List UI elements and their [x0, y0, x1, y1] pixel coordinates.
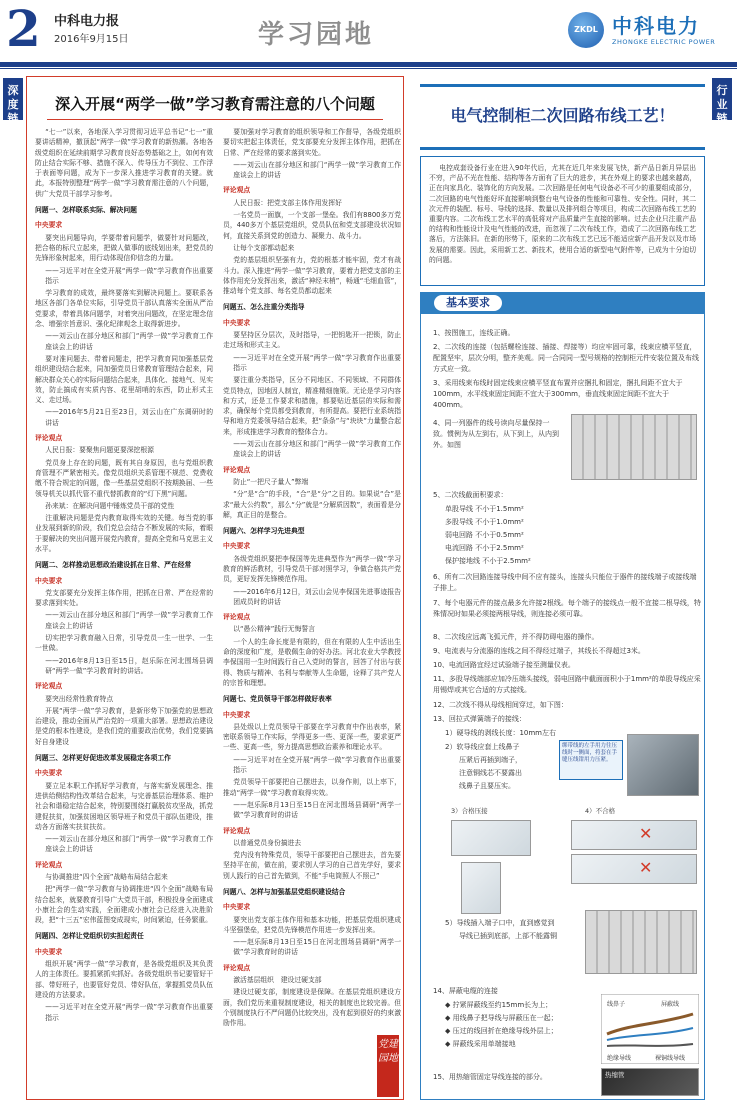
- question-heading: 问题六、怎样学习先进典型: [223, 527, 305, 536]
- article-column-b: [223, 127, 401, 1031]
- source-citation: ——刘云山在部分地区和部门“两学一做”学习教育工作座谈会上的讲话: [233, 440, 401, 459]
- spring-terminal-step: 线鼻子且要压实。: [445, 782, 515, 790]
- article-paragraph: 激活基层组织 建设过硬支部: [233, 976, 322, 985]
- right-article-header: [420, 84, 705, 150]
- article-paragraph: 注重解决问题是党内教育取得实效的关键。每当党的事业发展到新的阶段，我们党总会结合不断发展的实际，着眼于要解决的突出问题开展党内教育，提高全党和马克思主义水平。: [35, 514, 213, 553]
- shield-cable-diagram: [601, 994, 699, 1064]
- side-tab-depth-link: 深度链接: [3, 78, 23, 120]
- article-paragraph: 要坚持区分层次，及时指导，一把钥匙开一把锁，防止走过场和形式主义。: [223, 331, 401, 350]
- requirement-item: 15、用热缩管固定导线连接的部分。: [433, 1073, 547, 1081]
- article-paragraph: 孙来斌：在解决问题中锤炼党员干部的党性: [45, 501, 175, 510]
- article-paragraph: 以普通党员身份搞进去: [233, 838, 302, 847]
- crimping-tool-photo: [627, 734, 699, 796]
- requirement-item: 8、二次线应远离飞弧元件，并不得防碍电器的操作。: [433, 633, 599, 641]
- column-name: 学习园地: [258, 20, 375, 50]
- source-citation: ——刘云山在部分地区和部门“两学一做”学习教育工作座谈会上的讲话: [233, 160, 401, 180]
- section-label: 评论观点: [223, 465, 251, 474]
- article-paragraph: 县处级以上党员领导干部要在学习教育中作出表率，紧密联系领导工作实际，学得更多一些、更深一些，要求更严一些、更高一些，努力提高思想政治素养和理论水平。: [223, 722, 401, 752]
- shield-step: ◆ 压过的线回折在绝缘导线外层上；: [445, 1027, 558, 1035]
- spring-terminal-step: 压紧后再插到端子，: [445, 756, 522, 764]
- question-heading: 问题四、怎样让党组织切实担起责任: [35, 932, 144, 941]
- article-paragraph: 要立足本职工作抓好学习教育，与落实新发展理念、推进供给侧结构性改革结合起来，与完善基层治理体系、维护社会和谐稳定结合起来，特别要围绕打赢脱贫攻坚战，抓党建促扶贫，加强贫困地区领导班子和党员干部队伍建设，推动各方面落实扶贫扶贫。: [35, 781, 213, 831]
- requirement-item: 3、采用线束布线时固定线束应横平竖直布置并应捆扎和固定，捆扎间距不宜大于100mm，水平线束固定间距不宜大于300mm，垂直线束固定间距不宜大于400mm。: [433, 379, 683, 409]
- section-label: 中央要求: [223, 542, 251, 551]
- source-citation: ——2016年5月21日至23日，刘云山在广东调研时的讲话: [45, 408, 213, 427]
- masthead-rule: [0, 62, 737, 67]
- source-citation: ——习近平对在全党开展“两学一做”学习教育作出重要指示: [45, 266, 213, 285]
- article-paragraph: 学习教育的成效，最终要落实到解决问题上。要联系各地区各部门各单位实际，引导党员干部认真落实全面从严治党要求，带着具体问题学，对着突出问题改，在坚定理念信念、增强宗旨意识、强化纪律观念上取得新进步。: [35, 289, 213, 329]
- requirement-item: 2、二次线的连接（包括螺栓连接、插接、焊接等）均应牢固可靠，线束应横平竖直，配置坚牢，层次分明，整齐美观。同一合同同一型号规格的控制柜元件安装位置及布线方式应一致。: [433, 343, 699, 373]
- article-paragraph: 与协调推进“四个全面”战略布局结合起来: [45, 873, 168, 881]
- unqualified-crimp-photo-2: [571, 854, 697, 884]
- source-citation: ——2016年6月12日，刘云山会见李保国先进事迹报告团成员时的讲话: [233, 587, 401, 606]
- section-label: 中央要求: [223, 903, 251, 912]
- masthead: [0, 0, 737, 62]
- source-citation: ——刘云山在部分地区和部门“两学一做”学习教育工作座谈会上的讲话: [45, 835, 213, 854]
- question-heading: 问题一、怎样联系实际、解决问题: [35, 206, 137, 215]
- requirement-item: 12、二次线不得从母线相间穿过，如下图：: [433, 701, 568, 709]
- section-label: 评论观点: [223, 613, 251, 622]
- cross-section-spec: 多股导线 不小于1.0mm²: [445, 518, 524, 526]
- company-logo-icon: ZKDL: [568, 12, 604, 48]
- article-column-a: [35, 127, 213, 1025]
- brand-logo-block: [568, 10, 728, 54]
- issue-date: 2016年9月15日: [54, 34, 129, 45]
- article-paragraph: 党员身上存在的问题，既有其自身原因，也与党组织教育管理不严紧密相关。像党员组织关系管理不规范、党费收缴不符合规定的问题，像一些基层党组织不按期换届、一些领导机关以抓代管不重代替抓教育的“灯下黑”问题。: [35, 458, 213, 498]
- unqualified-label: 4）不合格: [585, 807, 616, 815]
- source-citation: ——刘云山在部分地区和部门“两学一做”学习教育工作座谈会上的讲话: [45, 332, 213, 351]
- paper-name: 中科电力报: [54, 14, 120, 29]
- left-article: [26, 76, 404, 1100]
- article-paragraph: “分”是“合”的手段，“合”是“分”之目的。如果说“合”是求“最大公约数”，那么“分”就是“分解质因数”，表面看是分解，真正目的是整合。: [223, 490, 401, 519]
- cross-section-spec: 单股导线 不小于1.5mm²: [445, 505, 524, 513]
- article-paragraph: 建设过硬支部，制度建设是保障。在基层党组织建设方面，我们党历来重视制度建设，相关的制度也比较完善。但个别制度执行不严问题仍比较突出，没有起到很好的约束激励作用。: [223, 988, 401, 1028]
- masthead-rule-thin: [0, 68, 737, 69]
- title-divider: [47, 119, 383, 120]
- unqualified-crimp-photo: [571, 820, 697, 850]
- article-paragraph: 把“两学一做”学习教育与协调推进“四个全面”战略布局结合起来，就要教育引导广大党员干部，积极投身全面建成小康社会的生动实践，全面建成小康社会已经进入决胜阶段，把“十三五”宏伟蓝图变成现实，时间紧迫，任务繁重。: [35, 885, 213, 925]
- section-label: 评论观点: [35, 434, 63, 443]
- source-citation: ——刘云山在部分地区和部门“两学一做”学习教育工作座谈会上的讲话: [45, 611, 213, 630]
- party-building-stamp: 党建园地: [377, 1035, 399, 1097]
- article-paragraph: 各级党组织要把李保国等先进典型作为“两学一做”学习教育的鲜活教材，引导党员干部对照学习，争做合格共产党员，更好发挥先锋模范作用。: [223, 554, 401, 584]
- requirements-header: [420, 292, 705, 314]
- qualified-crimp-photo: [451, 820, 531, 856]
- article-paragraph: 开展“两学一做”学习教育，是新形势下加强党的思想政治建设，推动全面从严治党的一项重大部署。思想政治建设是党的根本性建设，是我们党的重要政治优势，我们党要搞好自身建设: [35, 706, 213, 746]
- right-article-intro: 电控成套设备行业在进入90年代后，尤其在近几年来发展飞快，新产品日新月异层出不穷，产品不光在性能、结构等各方面有了巨大的进步，其在外观上的要求也越来越高，正在向家具化、装饰化的方向发展。二次回路是任何电气设备必不可少的重要组成部分，二次回路的电气性能好坏直接影响到整台电气设备的性能和可靠性、安全性。同时，其二次元件的装配、标号、导线的选择、数量以及排列组合等项目，构成二次回路布线工艺的重要内容。二次布线工艺水平的高低将对产品质量产生直接的影响。过去企业只注重产品的结构和性能设计及电气性能的改进，而忽视了二次布线工作，造成了二次回路布线工艺落后，方法陈旧。在新的形势下，原来的二次布线工艺已远不能适应新产品开发以及市场发展的需要。因此，采用新工艺、新技术，使用合适的新型电气附件等，已成为十分迫切的问题。: [420, 156, 705, 286]
- spring-terminal-photo: [585, 910, 697, 974]
- spring-terminal-step: 5）导线插入端子口中，直到感觉到: [445, 919, 555, 927]
- article-paragraph: 防止“一把尺子量人”弊端: [233, 477, 309, 486]
- article-paragraph: 人民日报：把党支部主体作用发挥好: [233, 198, 342, 207]
- requirement-item: 4、同一列器件的线号读向尽量保持一致。惯例为从左到右，从下到上，从内到外。如图: [433, 419, 559, 449]
- requirement-item: 1、按图施工，连线正确。: [433, 329, 515, 337]
- article-paragraph: 要突出党支部主体作用和基本功能，把基层党组织建成斗坚强堡垒，把党员先锋模范作用进一步发挥出来。: [223, 915, 401, 934]
- source-citation: ——2016年8月13日至15日，赵乐际在河北围场县调研“两学一做”学习教育时的讲话。: [45, 656, 213, 675]
- section-label: 评论观点: [35, 682, 63, 691]
- spring-terminal-step: 注意铜线芯不要露出: [445, 769, 522, 777]
- side-tab-industry-link: 行业链接: [712, 78, 732, 120]
- lug-label: 线鼻子: [607, 1001, 626, 1008]
- question-heading: 问题五、怎么注重分类指导: [223, 303, 305, 312]
- shield-step: ◆ 用线鼻子把导线与屏蔽压在一起；: [445, 1014, 558, 1022]
- cross-section-spec: 电流回路 不小于2.5mm²: [445, 544, 524, 552]
- right-article-title: 电气控制柜二次回路布线工艺！: [450, 106, 675, 125]
- section-label: 评论观点: [35, 860, 63, 869]
- article-paragraph: 党员领导干部要把自己摆进去，以身作则，以上率下，推动“两学一做”学习教育取得实效。: [223, 778, 401, 797]
- terminal-numbering-photo: [571, 414, 697, 480]
- section-label: 中央要求: [35, 221, 63, 230]
- cross-section-spec: 保护接地线 不小于2.5mm²: [445, 557, 531, 565]
- article-paragraph: “七一”以来，各地深入学习贯彻习近平总书记“七一”重要讲话精神，撤顶起“两学一做”学习教育的新热潮。各地各级党组织在延续前期学习教育良好态势基础之上，如何有效防止结合实际不够、措施不深入、传导压力不到位、工作浮于表面等问题，成为下一步深入推进学习教育的关键。就此，本报特别整理“两学一做”学习教育需注意的八个问题，供广大党员干部学习参考。: [35, 128, 213, 198]
- requirements-body: [420, 314, 705, 1100]
- unqualified-x-icon: ✕: [639, 858, 653, 877]
- article-paragraph: 组织开展“两学一做”学习教育，是各级党组织及其负责人的主体责任。要抓紧抓实抓好。各级党组织书记要管好干部、带好班子，也要管好党员、带好队伍，掌握抓党员队伍建设的方法要求。: [35, 960, 213, 999]
- article-paragraph: 一名党员一面旗，一个支部一堡垒。我们有8800多万党员，440多万个基层党组织，党员队伍和党支部建设状况如何，直接关系到党的创造力、凝聚力、战斗力。: [223, 211, 401, 240]
- question-heading: 问题三、怎样更好促进改革发展稳定各项工作: [35, 754, 171, 763]
- section-label: 中央要求: [223, 318, 251, 327]
- article-paragraph: 党的基层组织坚强有力，党的根基才能牢固，党才有战斗力。深入推进“两学一做”学习教育，要着力把党支部的主体作用充分发挥出来，激活“神经末梢”，畅通“毛细血管”，推动每个党支部、每名党员都动起来: [223, 256, 401, 296]
- requirement-item: 6、所有二次回路连接导线中间不应有接头，连接头只能位于器件的接线端子或接线端子排上。: [433, 573, 697, 592]
- shield-step: ◆ 拧紧屏蔽线至约15mm长为上；: [445, 1001, 553, 1009]
- insulated-wire-label: 绝缘导线: [607, 1055, 632, 1062]
- article-paragraph: 一个人的生命长度是有限的，但在有限的人生中活出生命的深度和广度，是敬佩生命的好办法。河北农业大学教授李保国用一生时间践行自己入党时的誓言，回答了付出与获得、物质与精神、名利与奉献等人生命题，诠释了共产党人的宗旨和理想。: [223, 637, 401, 687]
- section-label: 评论观点: [223, 963, 251, 972]
- source-citation: ——习近平对在全党开展“两学一做”学习教育作出重要指示: [233, 353, 401, 372]
- spring-terminal-step: 导线已插到底部，上部不能露铜: [445, 932, 557, 940]
- section-label: 中央要求: [223, 710, 251, 719]
- question-heading: 问题二、怎样推动思想政治建设抓在日常、严在经常: [35, 561, 192, 570]
- section-label: 中央要求: [35, 769, 63, 778]
- question-heading: 问题八、怎样与加强基层党组织建设结合: [223, 888, 346, 896]
- source-citation: ——赵乐际8月13日至15日在河北围场县调研“两学一做”学习教育时的讲话: [233, 800, 401, 820]
- requirements-label: 基本要求: [434, 295, 502, 311]
- article-paragraph: 切实把学习教育融入日常，引导党员一生一世学、一生一世做。: [35, 634, 213, 653]
- page-number: 2: [6, 0, 41, 58]
- cross-section-spec: 弱电回路 不小于0.5mm²: [445, 531, 524, 539]
- section-label: 评论观点: [223, 826, 251, 835]
- crimping-callout: 绑带线的左手用力往压线时一侧面，将套在手缝压线钳用力压紧。: [559, 740, 623, 780]
- question-heading: 问题七、党员领导干部怎样做好表率: [223, 695, 332, 704]
- section-label: 评论观点: [223, 186, 251, 195]
- article-paragraph: 要突出问题导向，学要带着问题学，做要针对问题改，把合格的标尺立起来，把做人做事的底线划出来，把党员的先锋形象树起来，用行动体现信仰信念的力量。: [35, 233, 213, 263]
- brand-name-en: ZHONGKE ELECTRIC POWER: [612, 38, 716, 46]
- qualified-label: 3）合格压接: [451, 807, 488, 815]
- article-paragraph: 党支部要充分发挥主体作用，把抓在日常、严在经常的要求落到实处。: [35, 588, 213, 608]
- bare-copper-label: 裸铜线导线: [655, 1055, 686, 1062]
- article-paragraph: 让每个支部都动起来: [233, 243, 295, 252]
- section-label: 中央要求: [35, 947, 63, 956]
- left-article-title: 深入开展“两学一做”学习教育需注意的八个问题: [55, 95, 375, 113]
- requirement-item: 13、回拉式弹簧端子的接线：: [433, 715, 526, 723]
- requirement-item: 5、二次线截面积要求：: [433, 491, 508, 499]
- source-citation: ——习近平对在全党开展“两学一做”学习教育作出重要指示: [45, 1003, 213, 1022]
- requirement-item: 9、电流表与分流器的连线之间不得经过端子，其线长不得超过3米。: [433, 647, 645, 655]
- requirement-item: 11、多股导线端部应加冷压端头接线，弱电回路中截面面积小于1mm²的单股导线应采用锡焊或其它合适的方式接线。: [433, 675, 701, 694]
- requirement-item: 7、每个电器元件的接点最多允许接2根线。每个端子的接线点一般不宜接二根导线，特殊情况时如果必须接两根导线，则连接必须可靠。: [433, 599, 701, 618]
- ferrule-photo: [461, 862, 501, 914]
- article-paragraph: 党内没有特殊党员，领导干部要把自己摆进去，首先要坚持平在前，做在前，要求别人学习的自己首先学好，要求别人践行的自己首先做到，不能“手电筒照人不照己”: [223, 851, 401, 880]
- source-citation: ——习近平对在全党开展“两学一做”学习教育作出重要指示: [233, 755, 401, 775]
- shield-wire-label: 屏蔽线: [661, 1001, 680, 1008]
- spring-terminal-step: 2）软导线应套上线鼻子: [445, 743, 520, 751]
- shield-step: ◆ 屏蔽线采用单端接地: [445, 1040, 516, 1048]
- article-paragraph: 人民日报：要聚焦问题更要深挖根源: [45, 446, 154, 455]
- article-paragraph: 要注重分类指导，区分不同地区、不同领域、不同群体党员特点，因地因人制宜，精准精细施策。无论是学习内容和方式，还是工作要求和措施，都要贴近基层的实际和需求，确保每个党员都受到教育，有所提高。要把行业系统指导和地方党委领导结合起来，把“条条”与“块块”力量整合起来，形成推进学习教育的整体合力。: [223, 376, 401, 436]
- article-paragraph: 要加强对学习教育的组织领导和工作督导，各级党组织要切实把起主体责任，党支部要充分发挥主体作用，把抓在日常、严在经常的要求落到实处。: [223, 128, 401, 157]
- article-paragraph: 要突出经常性教育特点: [45, 694, 114, 703]
- requirement-item: 10、电流回路宜经过试验端子接至测量仪表。: [433, 661, 575, 669]
- source-citation: ——赵乐际8月13日至15日在河北围场县调研“两学一做”学习教育时的讲话: [233, 938, 401, 957]
- heat-shrink-label: 热缩管: [605, 1071, 625, 1079]
- requirement-item: 14、屏蔽电缆的连接: [433, 987, 498, 995]
- brand-name-cn: 中科电力: [612, 14, 700, 38]
- unqualified-x-icon: ✕: [639, 824, 653, 843]
- article-paragraph: 要对准问题去、带着问题走，把学习教育同加强基层党组织建设结合起来，同加强党员日常教育管理结合起来，同解决群众关心的实际问题结合起来，具体化、接地气、见实效，防止搞成有实质内容、花里胡哨的东西，防止形式主义、走过场。: [35, 354, 213, 405]
- spring-terminal-step: 1）硬导线的剥线长度：10mm左右: [445, 729, 556, 737]
- article-paragraph: 以“愚公精神”践行无悔誓言: [233, 625, 315, 634]
- section-label: 中央要求: [35, 576, 63, 585]
